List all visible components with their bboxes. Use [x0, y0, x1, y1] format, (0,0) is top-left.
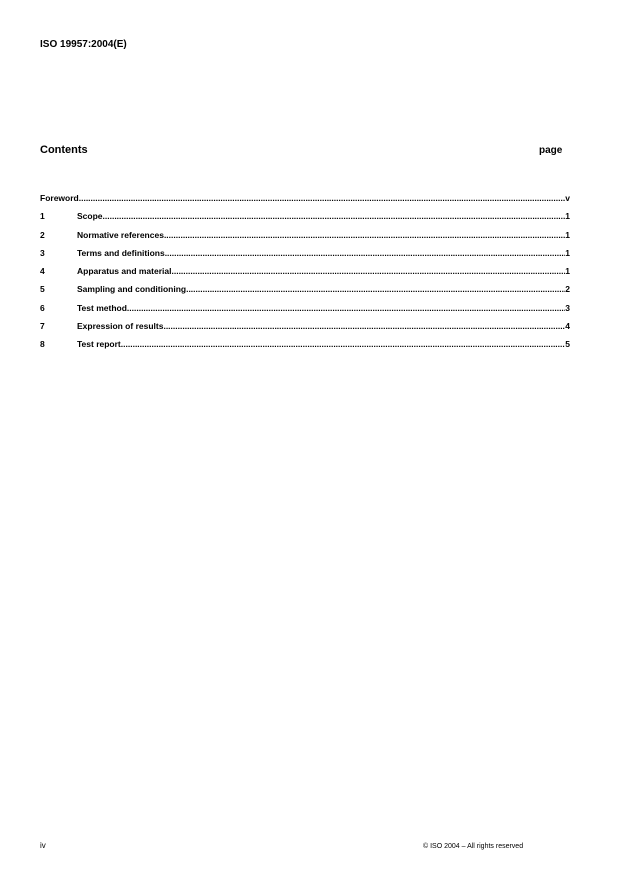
toc-entry-foreword[interactable] [40, 193, 570, 211]
dot-leader [79, 193, 566, 204]
toc-entry-title: Expression of results [77, 321, 164, 332]
toc-entry-sampling-and-conditioning[interactable] [40, 284, 570, 302]
toc-entry-title: Apparatus and material [77, 266, 172, 277]
contents-heading: Contents [40, 144, 88, 156]
toc-entry-title: Terms and definitions [77, 247, 165, 258]
dot-leader [127, 303, 565, 314]
toc-entry-number: 7 [40, 321, 45, 332]
toc-entry-number: 4 [40, 266, 45, 277]
toc-entry-page: 3 [565, 302, 570, 313]
dot-leader [164, 230, 565, 241]
toc-entry-title: Test report [77, 339, 121, 350]
toc-entry-page: 1 [565, 211, 570, 222]
toc-entry-number: 1 [40, 211, 45, 222]
dot-leader [186, 284, 565, 295]
toc-entry-normative-references[interactable] [40, 230, 570, 248]
copyright-notice: © ISO 2004 – All rights reserved [423, 843, 524, 850]
toc-entry-scope[interactable] [40, 211, 570, 229]
toc-entry-page: 5 [565, 339, 570, 350]
toc-entry-number: 8 [40, 339, 45, 350]
toc-entry-page: 4 [565, 321, 570, 332]
toc-entry-number: 5 [40, 284, 45, 295]
dot-leader [171, 266, 565, 277]
toc-entry-page: 1 [565, 229, 570, 240]
toc-entry-apparatus-and-material[interactable] [40, 266, 570, 284]
toc-entry-page: v [565, 193, 570, 203]
toc-entry-number: 3 [40, 247, 45, 258]
toc-entry-title: Test method [77, 302, 127, 313]
dot-leader [121, 339, 565, 350]
toc-entry-title: Normative references [77, 229, 164, 240]
toc-entry-page: 2 [565, 284, 570, 295]
toc-entry-number: 6 [40, 302, 45, 313]
toc-entry-title: Scope [77, 211, 103, 222]
page-column-label: page [539, 145, 563, 156]
toc-entry-title: Foreword [40, 193, 79, 203]
dot-leader [165, 248, 566, 259]
toc-entry-test-report[interactable] [40, 339, 570, 357]
toc-entry-number: 2 [40, 229, 45, 240]
toc-entry-test-method[interactable] [40, 303, 570, 321]
dot-leader [103, 211, 566, 222]
table-of-contents [40, 193, 570, 358]
toc-entry-page: 1 [565, 266, 570, 277]
toc-entry-expression-of-results[interactable] [40, 321, 570, 339]
toc-entry-page: 1 [565, 247, 570, 258]
dot-leader [163, 321, 565, 332]
document-id: ISO 19957:2004(E) [40, 39, 127, 50]
toc-entry-title: Sampling and conditioning [77, 284, 187, 295]
toc-entry-terms-and-definitions[interactable] [40, 248, 570, 266]
page-number: iv [40, 841, 46, 850]
